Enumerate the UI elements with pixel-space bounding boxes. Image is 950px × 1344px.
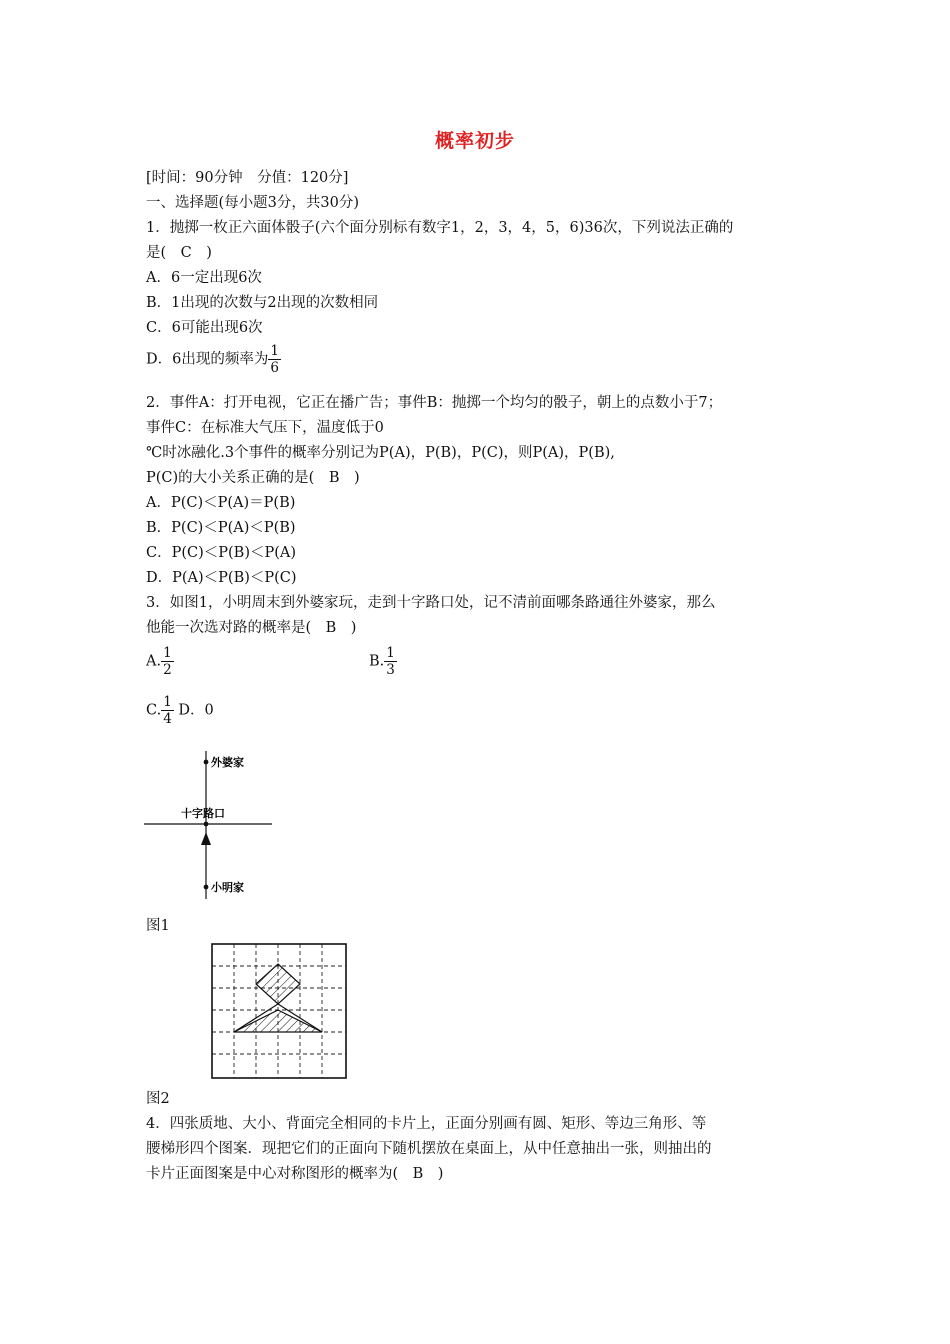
q1-option-b: B．1出现的次数与2出现的次数相同 xyxy=(146,295,379,311)
label-xiaoming-house: 小明家 xyxy=(211,881,244,894)
label-crossroads: 十字路口 xyxy=(181,807,225,820)
q1-option-d-text: D．6出现的频率为 xyxy=(146,351,269,368)
fraction: $\frac{1}{2}$ xyxy=(163,645,172,678)
q3-option-b: B. $\frac{1}{3}$ xyxy=(369,645,395,678)
figure-crossroads xyxy=(140,745,290,905)
figure2-caption: 图2 xyxy=(146,1091,170,1107)
exam-meta: [时间：90分钟 分值：120分] xyxy=(146,170,349,186)
q1-stem-line1: 1．抛掷一枚正六面体骰子(六个面分别标有数字1，2，3，4，5，6)36次，下列说法正确的 xyxy=(146,220,734,236)
q2-stem-line3: ℃时冰融化.3个事件的概率分别记为P(A)，P(B)，P(C)，则P(A)，P(B), xyxy=(146,445,615,461)
q1-option-c: C．6可能出现6次 xyxy=(146,320,263,336)
q4-stem-line1: 4．四张质地、大小、背面完全相同的卡片上，正面分别画有圆、矩形、等边三角形、等 xyxy=(146,1116,707,1132)
fraction: $\frac{1}{4}$ xyxy=(163,694,172,727)
q1-option-a: A．6一定出现6次 xyxy=(146,270,262,286)
q2-option-d: D．P(A)＜P(B)＜P(C) xyxy=(146,570,297,586)
section-heading: 一、选择题(每小题3分，共30分) xyxy=(146,195,359,211)
q3-stem-line2: 他能一次选对路的概率是( B ) xyxy=(146,620,357,636)
q1-stem-line2: 是( C ) xyxy=(146,245,212,261)
q2-option-b: B．P(C)＜P(A)＜P(B) xyxy=(146,520,296,536)
q3-stem-line1: 3．如图1，小明周末到外婆家玩，走到十字路口处，记不清前面哪条路通往外婆家，那么 xyxy=(146,595,716,611)
figure-grid-shapes xyxy=(208,940,350,1082)
q2-option-c: C．P(C)＜P(B)＜P(A) xyxy=(146,545,297,561)
q3-option-c-d: C. $\frac{1}{4}$ D．0 xyxy=(146,694,214,727)
page-title: 概率初步 xyxy=(434,130,515,152)
q2-stem-line1: 2．事件A：打开电视，它正在播广告；事件B：抛掷一个均匀的骰子，朝上的点数小于7； xyxy=(146,395,723,411)
label-grandma-house: 外婆家 xyxy=(211,756,244,769)
figure1-caption: 图1 xyxy=(146,918,170,934)
q4-stem-line3: 卡片正面图案是中心对称图形的概率为( B ) xyxy=(146,1166,444,1182)
q2-stem-line2: 事件C：在标准大气压下，温度低于0 xyxy=(146,420,384,436)
shaded-triangle xyxy=(234,1010,322,1032)
q3-option-a: A. $\frac{1}{2}$ xyxy=(146,645,172,678)
q1-option-d xyxy=(146,343,281,376)
q2-option-a: A．P(C)＜P(A)＝P(B) xyxy=(146,495,296,511)
shaded-square xyxy=(256,964,300,1004)
arrow-up-icon xyxy=(201,832,211,845)
fraction: $\frac{1}{6}$ xyxy=(270,343,279,376)
q2-stem-line4: P(C)的大小关系正确的是( B ) xyxy=(146,470,360,486)
q4-stem-line2: 腰梯形四个图案．现把它们的正面向下随机摆放在桌面上，从中任意抽出一张，则抽出的 xyxy=(146,1141,712,1157)
fraction: $\frac{1}{3}$ xyxy=(386,645,395,678)
